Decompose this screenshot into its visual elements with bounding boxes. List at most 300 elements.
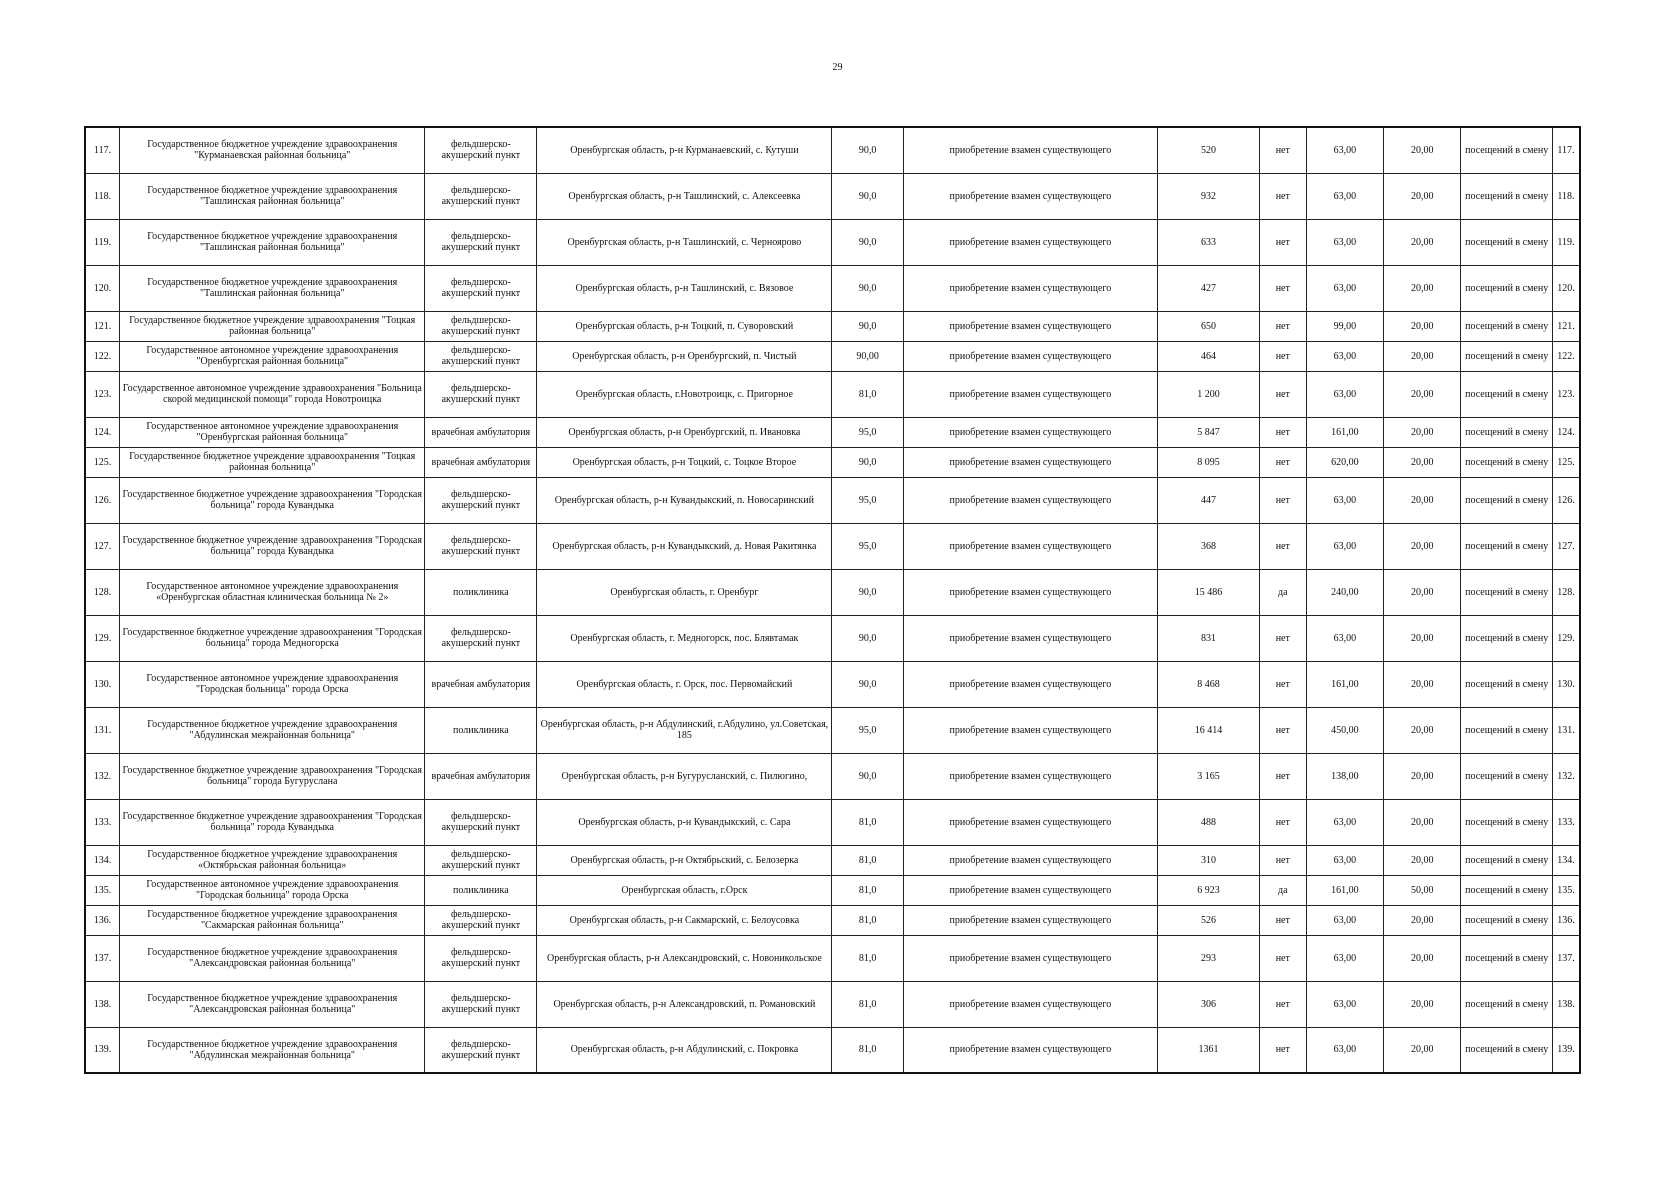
table-row bbox=[85, 417, 1580, 447]
value2-cell: 20,00 bbox=[1384, 615, 1461, 661]
action-cell: приобретение взамен существующего bbox=[903, 477, 1157, 523]
address-cell: Оренбургская область, р-н Ташлинский, с. Чернояpово bbox=[537, 219, 832, 265]
address-cell: Оренбургская область, г.Орск bbox=[537, 875, 832, 905]
value1-cell: 63,00 bbox=[1306, 265, 1383, 311]
unit-cell: посещений в смену bbox=[1461, 1027, 1553, 1073]
table-row bbox=[85, 311, 1580, 341]
unit-cell: посещений в смену bbox=[1461, 311, 1553, 341]
action-cell: приобретение взамен существующего bbox=[903, 371, 1157, 417]
organization-cell: Государственное бюджетное учреждение здравоохранения "Сакмарская районная больница" bbox=[120, 905, 425, 935]
action-cell: приобретение взамен существующего bbox=[903, 173, 1157, 219]
population-cell: 488 bbox=[1158, 799, 1260, 845]
facility-type-cell: поликлиника bbox=[425, 707, 537, 753]
row-number-cell: 136. bbox=[85, 905, 120, 935]
value1-cell: 63,00 bbox=[1306, 341, 1383, 371]
facility-type-cell: фельдшерско-акушерский пункт bbox=[425, 799, 537, 845]
percent-cell: 81,0 bbox=[832, 981, 903, 1027]
facility-type-cell: фельдшерско-акушерский пункт bbox=[425, 219, 537, 265]
percent-cell: 95,0 bbox=[832, 523, 903, 569]
address-cell: Оренбургская область, р-н Оренбургский, п. Ивановка bbox=[537, 417, 832, 447]
value2-cell: 20,00 bbox=[1384, 1027, 1461, 1073]
value2-cell: 20,00 bbox=[1384, 371, 1461, 417]
action-cell: приобретение взамен существующего bbox=[903, 935, 1157, 981]
population-cell: 1 200 bbox=[1158, 371, 1260, 417]
unit-cell: посещений в смену bbox=[1461, 981, 1553, 1027]
row-number-right-cell: 118. bbox=[1552, 173, 1580, 219]
percent-cell: 95,0 bbox=[832, 477, 903, 523]
table-row bbox=[85, 523, 1580, 569]
organization-cell: Государственное автономное учреждение здравоохранения "Оренбургская районная больница" bbox=[120, 341, 425, 371]
unit-cell: посещений в смену bbox=[1461, 615, 1553, 661]
action-cell: приобретение взамен существующего bbox=[903, 875, 1157, 905]
row-number-cell: 123. bbox=[85, 371, 120, 417]
organization-cell: Государственное бюджетное учреждение здравоохранения "Ташлинская районная больница" bbox=[120, 265, 425, 311]
percent-cell: 81,0 bbox=[832, 875, 903, 905]
flag-cell: нет bbox=[1259, 707, 1306, 753]
organization-cell: Государственное бюджетное учреждение здравоохранения "Ташлинская районная больница" bbox=[120, 173, 425, 219]
value2-cell: 50,00 bbox=[1384, 875, 1461, 905]
address-cell: Оренбургская область, г. Орск, пос. Первомайский bbox=[537, 661, 832, 707]
value2-cell: 20,00 bbox=[1384, 311, 1461, 341]
action-cell: приобретение взамен существующего bbox=[903, 341, 1157, 371]
percent-cell: 90,0 bbox=[832, 661, 903, 707]
row-number-cell: 118. bbox=[85, 173, 120, 219]
facility-type-cell: фельдшерско-акушерский пункт bbox=[425, 173, 537, 219]
address-cell: Оренбургская область, р-н Тоцкий, с. Тоцкое Второе bbox=[537, 447, 832, 477]
row-number-right-cell: 121. bbox=[1552, 311, 1580, 341]
facility-type-cell: фельдшерско-акушерский пункт bbox=[425, 981, 537, 1027]
population-cell: 464 bbox=[1158, 341, 1260, 371]
action-cell: приобретение взамен существующего bbox=[903, 981, 1157, 1027]
value1-cell: 63,00 bbox=[1306, 127, 1383, 173]
table-row bbox=[85, 905, 1580, 935]
unit-cell: посещений в смену bbox=[1461, 905, 1553, 935]
organization-cell: Государственное бюджетное учреждение здравоохранения «Октябрьская районная больница» bbox=[120, 845, 425, 875]
value1-cell: 63,00 bbox=[1306, 845, 1383, 875]
value1-cell: 63,00 bbox=[1306, 799, 1383, 845]
percent-cell: 81,0 bbox=[832, 845, 903, 875]
population-cell: 3 165 bbox=[1158, 753, 1260, 799]
row-number-right-cell: 122. bbox=[1552, 341, 1580, 371]
action-cell: приобретение взамен существующего bbox=[903, 447, 1157, 477]
population-cell: 526 bbox=[1158, 905, 1260, 935]
unit-cell: посещений в смену bbox=[1461, 371, 1553, 417]
value2-cell: 20,00 bbox=[1384, 127, 1461, 173]
facility-type-cell: фельдшерско-акушерский пункт bbox=[425, 127, 537, 173]
population-cell: 447 bbox=[1158, 477, 1260, 523]
percent-cell: 81,0 bbox=[832, 799, 903, 845]
address-cell: Оренбургская область, р-н Александровский, с. Новоникольское bbox=[537, 935, 832, 981]
flag-cell: нет bbox=[1259, 127, 1306, 173]
address-cell: Оренбургская область, р-н Бугурусланский, с. Пилюгино, bbox=[537, 753, 832, 799]
address-cell: Оренбургская область, г.Новотроицк, с. Пригорное bbox=[537, 371, 832, 417]
population-cell: 16 414 bbox=[1158, 707, 1260, 753]
flag-cell: нет bbox=[1259, 265, 1306, 311]
flag-cell: нет bbox=[1259, 753, 1306, 799]
action-cell: приобретение взамен существующего bbox=[903, 799, 1157, 845]
organization-cell: Государственное бюджетное учреждение здравоохранения "Курманаевская районная больница" bbox=[120, 127, 425, 173]
facility-type-cell: фельдшерско-акушерский пункт bbox=[425, 615, 537, 661]
facility-type-cell: врачебная амбулатория bbox=[425, 417, 537, 447]
percent-cell: 90,0 bbox=[832, 173, 903, 219]
value1-cell: 63,00 bbox=[1306, 935, 1383, 981]
row-number-cell: 119. bbox=[85, 219, 120, 265]
value2-cell: 20,00 bbox=[1384, 417, 1461, 447]
row-number-cell: 121. bbox=[85, 311, 120, 341]
address-cell: Оренбургская область, р-н Ташлинский, с. Вязовое bbox=[537, 265, 832, 311]
population-cell: 8 468 bbox=[1158, 661, 1260, 707]
unit-cell: посещений в смену bbox=[1461, 173, 1553, 219]
action-cell: приобретение взамен существующего bbox=[903, 905, 1157, 935]
row-number-right-cell: 139. bbox=[1552, 1027, 1580, 1073]
organization-cell: Государственное бюджетное учреждение здравоохранения "Городская больница" города Бугуруслана bbox=[120, 753, 425, 799]
facility-type-cell: фельдшерско-акушерский пункт bbox=[425, 1027, 537, 1073]
percent-cell: 90,0 bbox=[832, 127, 903, 173]
action-cell: приобретение взамен существующего bbox=[903, 127, 1157, 173]
value2-cell: 20,00 bbox=[1384, 219, 1461, 265]
organization-cell: Государственное автономное учреждение здравоохранения "Городская больница" города Орска bbox=[120, 661, 425, 707]
flag-cell: нет bbox=[1259, 845, 1306, 875]
flag-cell: нет bbox=[1259, 417, 1306, 447]
row-number-right-cell: 133. bbox=[1552, 799, 1580, 845]
facility-type-cell: поликлиника bbox=[425, 875, 537, 905]
table-row bbox=[85, 569, 1580, 615]
population-cell: 15 486 bbox=[1158, 569, 1260, 615]
address-cell: Оренбургская область, р-н Кувандыкский, с. Сара bbox=[537, 799, 832, 845]
unit-cell: посещений в смену bbox=[1461, 417, 1553, 447]
value2-cell: 20,00 bbox=[1384, 341, 1461, 371]
value1-cell: 161,00 bbox=[1306, 875, 1383, 905]
row-number-cell: 130. bbox=[85, 661, 120, 707]
table-row bbox=[85, 127, 1580, 173]
facility-type-cell: фельдшерско-акушерский пункт bbox=[425, 845, 537, 875]
address-cell: Оренбургская область, р-н Абдулинский, с. Покровка bbox=[537, 1027, 832, 1073]
row-number-right-cell: 135. bbox=[1552, 875, 1580, 905]
value2-cell: 20,00 bbox=[1384, 753, 1461, 799]
row-number-right-cell: 127. bbox=[1552, 523, 1580, 569]
facility-type-cell: фельдшерско-акушерский пункт bbox=[425, 371, 537, 417]
value1-cell: 161,00 bbox=[1306, 417, 1383, 447]
row-number-cell: 131. bbox=[85, 707, 120, 753]
value2-cell: 20,00 bbox=[1384, 981, 1461, 1027]
population-cell: 520 bbox=[1158, 127, 1260, 173]
organization-cell: Государственное бюджетное учреждение здравоохранения "Тоцкая районная больница" bbox=[120, 311, 425, 341]
organization-cell: Государственное автономное учреждение здравоохранения «Оренбургская областная клиническая больница № 2» bbox=[120, 569, 425, 615]
percent-cell: 90,0 bbox=[832, 615, 903, 661]
row-number-cell: 133. bbox=[85, 799, 120, 845]
table-row bbox=[85, 477, 1580, 523]
flag-cell: да bbox=[1259, 569, 1306, 615]
address-cell: Оренбургская область, р-н Александровский, п. Романовский bbox=[537, 981, 832, 1027]
facility-type-cell: фельдшерско-акушерский пункт bbox=[425, 311, 537, 341]
row-number-cell: 125. bbox=[85, 447, 120, 477]
population-cell: 633 bbox=[1158, 219, 1260, 265]
facility-type-cell: фельдшерско-акушерский пункт bbox=[425, 935, 537, 981]
population-cell: 831 bbox=[1158, 615, 1260, 661]
row-number-right-cell: 119. bbox=[1552, 219, 1580, 265]
unit-cell: посещений в смену bbox=[1461, 341, 1553, 371]
value1-cell: 63,00 bbox=[1306, 523, 1383, 569]
percent-cell: 90,0 bbox=[832, 569, 903, 615]
organization-cell: Государственное бюджетное учреждение здравоохранения "Тоцкая районная больница" bbox=[120, 447, 425, 477]
table-row bbox=[85, 173, 1580, 219]
value1-cell: 450,00 bbox=[1306, 707, 1383, 753]
unit-cell: посещений в смену bbox=[1461, 265, 1553, 311]
value2-cell: 20,00 bbox=[1384, 477, 1461, 523]
population-cell: 5 847 bbox=[1158, 417, 1260, 447]
action-cell: приобретение взамен существующего bbox=[903, 417, 1157, 447]
percent-cell: 81,0 bbox=[832, 935, 903, 981]
action-cell: приобретение взамен существующего bbox=[903, 311, 1157, 341]
value2-cell: 20,00 bbox=[1384, 523, 1461, 569]
table-row bbox=[85, 1027, 1580, 1073]
percent-cell: 95,0 bbox=[832, 417, 903, 447]
unit-cell: посещений в смену bbox=[1461, 127, 1553, 173]
row-number-right-cell: 130. bbox=[1552, 661, 1580, 707]
value1-cell: 63,00 bbox=[1306, 173, 1383, 219]
row-number-cell: 137. bbox=[85, 935, 120, 981]
row-number-cell: 134. bbox=[85, 845, 120, 875]
address-cell: Оренбургская область, р-н Абдулинский, г.Абдулино, ул.Советская, 185 bbox=[537, 707, 832, 753]
percent-cell: 95,0 bbox=[832, 707, 903, 753]
unit-cell: посещений в смену bbox=[1461, 845, 1553, 875]
row-number-right-cell: 126. bbox=[1552, 477, 1580, 523]
population-cell: 8 095 bbox=[1158, 447, 1260, 477]
row-number-cell: 129. bbox=[85, 615, 120, 661]
organization-cell: Государственное бюджетное учреждение здравоохранения "Ташлинская районная больница" bbox=[120, 219, 425, 265]
unit-cell: посещений в смену bbox=[1461, 753, 1553, 799]
value1-cell: 63,00 bbox=[1306, 477, 1383, 523]
flag-cell: нет bbox=[1259, 477, 1306, 523]
value2-cell: 20,00 bbox=[1384, 569, 1461, 615]
table-row bbox=[85, 753, 1580, 799]
value2-cell: 20,00 bbox=[1384, 905, 1461, 935]
facility-type-cell: поликлиника bbox=[425, 569, 537, 615]
row-number-right-cell: 137. bbox=[1552, 935, 1580, 981]
value1-cell: 240,00 bbox=[1306, 569, 1383, 615]
row-number-right-cell: 132. bbox=[1552, 753, 1580, 799]
value2-cell: 20,00 bbox=[1384, 707, 1461, 753]
population-cell: 1361 bbox=[1158, 1027, 1260, 1073]
row-number-cell: 132. bbox=[85, 753, 120, 799]
percent-cell: 90,0 bbox=[832, 447, 903, 477]
table-body bbox=[85, 127, 1580, 1073]
row-number-right-cell: 138. bbox=[1552, 981, 1580, 1027]
row-number-right-cell: 124. bbox=[1552, 417, 1580, 447]
organization-cell: Государственное бюджетное учреждение здравоохранения "Абдулинская межрайонная больница" bbox=[120, 707, 425, 753]
row-number-cell: 138. bbox=[85, 981, 120, 1027]
action-cell: приобретение взамен существующего bbox=[903, 219, 1157, 265]
value1-cell: 620,00 bbox=[1306, 447, 1383, 477]
value1-cell: 63,00 bbox=[1306, 981, 1383, 1027]
row-number-cell: 126. bbox=[85, 477, 120, 523]
percent-cell: 81,0 bbox=[832, 905, 903, 935]
flag-cell: нет bbox=[1259, 341, 1306, 371]
address-cell: Оренбургская область, р-н Октябрьский, с. Белозерка bbox=[537, 845, 832, 875]
table-row bbox=[85, 341, 1580, 371]
population-cell: 6 923 bbox=[1158, 875, 1260, 905]
organization-cell: Государственное бюджетное учреждение здравоохранения "Александровская районная больница" bbox=[120, 981, 425, 1027]
action-cell: приобретение взамен существующего bbox=[903, 569, 1157, 615]
unit-cell: посещений в смену bbox=[1461, 875, 1553, 905]
address-cell: Оренбургская область, р-н Кувандыкский, д. Новая Ракитянка bbox=[537, 523, 832, 569]
row-number-right-cell: 128. bbox=[1552, 569, 1580, 615]
unit-cell: посещений в смену bbox=[1461, 569, 1553, 615]
flag-cell: нет bbox=[1259, 661, 1306, 707]
row-number-cell: 122. bbox=[85, 341, 120, 371]
unit-cell: посещений в смену bbox=[1461, 707, 1553, 753]
population-cell: 932 bbox=[1158, 173, 1260, 219]
flag-cell: нет bbox=[1259, 905, 1306, 935]
organization-cell: Государственное бюджетное учреждение здравоохранения "Александровская районная больница" bbox=[120, 935, 425, 981]
row-number-cell: 120. bbox=[85, 265, 120, 311]
percent-cell: 81,0 bbox=[832, 371, 903, 417]
population-cell: 650 bbox=[1158, 311, 1260, 341]
facility-type-cell: врачебная амбулатория bbox=[425, 753, 537, 799]
unit-cell: посещений в смену bbox=[1461, 219, 1553, 265]
population-cell: 368 bbox=[1158, 523, 1260, 569]
table-row bbox=[85, 707, 1580, 753]
table-row bbox=[85, 799, 1580, 845]
facility-type-cell: фельдшерско-акушерский пункт bbox=[425, 477, 537, 523]
value1-cell: 63,00 bbox=[1306, 905, 1383, 935]
table-row bbox=[85, 447, 1580, 477]
organization-cell: Государственное бюджетное учреждение здравоохранения "Городская больница" города Кувандыка bbox=[120, 523, 425, 569]
facility-type-cell: фельдшерско-акушерский пункт bbox=[425, 265, 537, 311]
flag-cell: нет bbox=[1259, 311, 1306, 341]
row-number-cell: 127. bbox=[85, 523, 120, 569]
address-cell: Оренбургская область, г. Медногорск, пос. Блявтамак bbox=[537, 615, 832, 661]
table-row bbox=[85, 219, 1580, 265]
facility-type-cell: фельдшерско-акушерский пункт bbox=[425, 523, 537, 569]
table-row bbox=[85, 265, 1580, 311]
flag-cell: нет bbox=[1259, 935, 1306, 981]
organization-cell: Государственное бюджетное учреждение здравоохранения "Городская больница" города Кувандыка bbox=[120, 799, 425, 845]
flag-cell: нет bbox=[1259, 523, 1306, 569]
organization-cell: Государственное автономное учреждение здравоохранения "Оренбургская районная больница" bbox=[120, 417, 425, 447]
flag-cell: нет bbox=[1259, 219, 1306, 265]
table-row bbox=[85, 371, 1580, 417]
percent-cell: 90,0 bbox=[832, 753, 903, 799]
row-number-cell: 124. bbox=[85, 417, 120, 447]
value1-cell: 99,00 bbox=[1306, 311, 1383, 341]
organization-cell: Государственное бюджетное учреждение здравоохранения "Абдулинская межрайонная больница" bbox=[120, 1027, 425, 1073]
value2-cell: 20,00 bbox=[1384, 661, 1461, 707]
action-cell: приобретение взамен существующего bbox=[903, 845, 1157, 875]
row-number-cell: 139. bbox=[85, 1027, 120, 1073]
row-number-right-cell: 117. bbox=[1552, 127, 1580, 173]
flag-cell: нет bbox=[1259, 371, 1306, 417]
population-cell: 306 bbox=[1158, 981, 1260, 1027]
unit-cell: посещений в смену bbox=[1461, 661, 1553, 707]
row-number-cell: 117. bbox=[85, 127, 120, 173]
action-cell: приобретение взамен существующего bbox=[903, 1027, 1157, 1073]
value1-cell: 138,00 bbox=[1306, 753, 1383, 799]
value1-cell: 63,00 bbox=[1306, 615, 1383, 661]
organization-cell: Государственное бюджетное учреждение здравоохранения "Городская больница" города Медногорска bbox=[120, 615, 425, 661]
row-number-right-cell: 129. bbox=[1552, 615, 1580, 661]
value1-cell: 63,00 bbox=[1306, 1027, 1383, 1073]
flag-cell: нет bbox=[1259, 1027, 1306, 1073]
value2-cell: 20,00 bbox=[1384, 447, 1461, 477]
address-cell: Оренбургская область, р-н Оренбургский, п. Чистый bbox=[537, 341, 832, 371]
row-number-cell: 135. bbox=[85, 875, 120, 905]
value2-cell: 20,00 bbox=[1384, 845, 1461, 875]
table-row bbox=[85, 845, 1580, 875]
unit-cell: посещений в смену bbox=[1461, 935, 1553, 981]
table-row bbox=[85, 875, 1580, 905]
action-cell: приобретение взамен существующего bbox=[903, 707, 1157, 753]
unit-cell: посещений в смену bbox=[1461, 523, 1553, 569]
population-cell: 427 bbox=[1158, 265, 1260, 311]
action-cell: приобретение взамен существующего bbox=[903, 615, 1157, 661]
flag-cell: нет bbox=[1259, 173, 1306, 219]
percent-cell: 90,0 bbox=[832, 265, 903, 311]
action-cell: приобретение взамен существующего bbox=[903, 661, 1157, 707]
row-number-right-cell: 134. bbox=[1552, 845, 1580, 875]
table-row bbox=[85, 935, 1580, 981]
row-number-right-cell: 136. bbox=[1552, 905, 1580, 935]
row-number-cell: 128. bbox=[85, 569, 120, 615]
flag-cell: да bbox=[1259, 875, 1306, 905]
flag-cell: нет bbox=[1259, 981, 1306, 1027]
value2-cell: 20,00 bbox=[1384, 173, 1461, 219]
percent-cell: 90,0 bbox=[832, 219, 903, 265]
flag-cell: нет bbox=[1259, 447, 1306, 477]
organization-cell: Государственное бюджетное учреждение здравоохранения "Городская больница" города Кувандыка bbox=[120, 477, 425, 523]
percent-cell: 90,00 bbox=[832, 341, 903, 371]
unit-cell: посещений в смену bbox=[1461, 477, 1553, 523]
population-cell: 310 bbox=[1158, 845, 1260, 875]
action-cell: приобретение взамен существующего bbox=[903, 523, 1157, 569]
facility-type-cell: фельдшерско-акушерский пункт bbox=[425, 905, 537, 935]
value2-cell: 20,00 bbox=[1384, 265, 1461, 311]
address-cell: Оренбургская область, р-н Сакмарский, с. Белоусовка bbox=[537, 905, 832, 935]
percent-cell: 81,0 bbox=[832, 1027, 903, 1073]
value2-cell: 20,00 bbox=[1384, 799, 1461, 845]
address-cell: Оренбургская область, р-н Ташлинский, с. Алексеевка bbox=[537, 173, 832, 219]
percent-cell: 90,0 bbox=[832, 311, 903, 341]
unit-cell: посещений в смену bbox=[1461, 799, 1553, 845]
row-number-right-cell: 131. bbox=[1552, 707, 1580, 753]
row-number-right-cell: 120. bbox=[1552, 265, 1580, 311]
facility-type-cell: врачебная амбулатория bbox=[425, 661, 537, 707]
action-cell: приобретение взамен существующего bbox=[903, 753, 1157, 799]
unit-cell: посещений в смену bbox=[1461, 447, 1553, 477]
address-cell: Оренбургская область, р-н Тоцкий, п. Суворовский bbox=[537, 311, 832, 341]
value1-cell: 63,00 bbox=[1306, 219, 1383, 265]
facility-type-cell: фельдшерско-акушерский пункт bbox=[425, 341, 537, 371]
population-cell: 293 bbox=[1158, 935, 1260, 981]
flag-cell: нет bbox=[1259, 799, 1306, 845]
table-row bbox=[85, 615, 1580, 661]
row-number-right-cell: 123. bbox=[1552, 371, 1580, 417]
address-cell: Оренбургская область, р-н Курманаевский, с. Кутуши bbox=[537, 127, 832, 173]
value1-cell: 63,00 bbox=[1306, 371, 1383, 417]
action-cell: приобретение взамен существующего bbox=[903, 265, 1157, 311]
address-cell: Оренбургская область, г. Оренбург bbox=[537, 569, 832, 615]
table-row bbox=[85, 981, 1580, 1027]
value2-cell: 20,00 bbox=[1384, 935, 1461, 981]
organization-cell: Государственное автономное учреждение здравоохранения "Больница скорой медицинской помощи" города Новотроицка bbox=[120, 371, 425, 417]
facilities-table bbox=[84, 126, 1581, 1074]
row-number-right-cell: 125. bbox=[1552, 447, 1580, 477]
table-row bbox=[85, 661, 1580, 707]
page-number: 29 bbox=[832, 62, 843, 73]
address-cell: Оренбургская область, р-н Кувандыкский, п. Новосаринский bbox=[537, 477, 832, 523]
facility-type-cell: врачебная амбулатория bbox=[425, 447, 537, 477]
flag-cell: нет bbox=[1259, 615, 1306, 661]
